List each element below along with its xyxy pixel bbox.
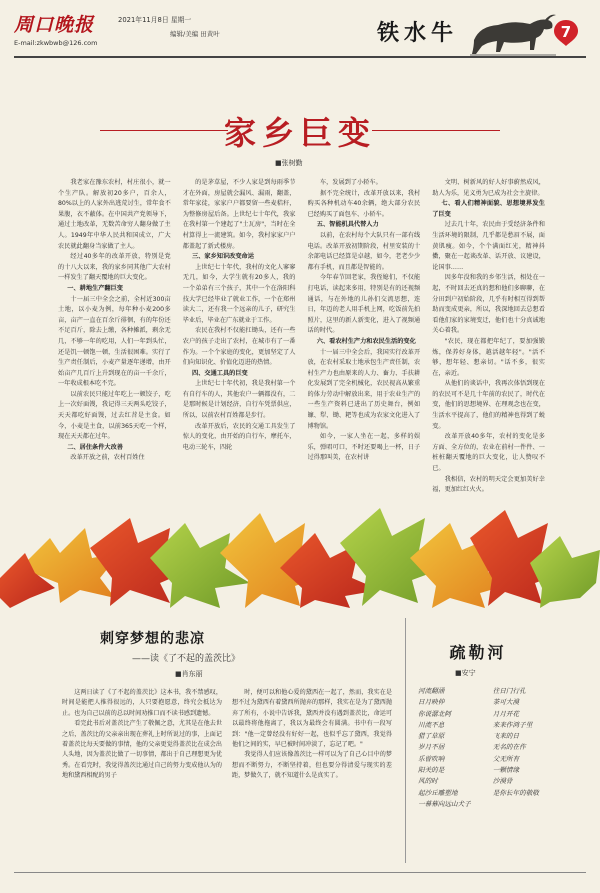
section-subheading: 一、耕地生产翻巨变 xyxy=(67,284,123,292)
header-rule xyxy=(14,56,586,58)
book-review-byline: ■肖东丽 xyxy=(175,670,203,678)
paragraph: 十一届三中全会之前，全村近300亩土地，以小麦为例，每年种小麦200多亩，亩产一直在百余斤徘徊，有的年份还不足百斤，除去上缴，各种摊派，剩余无几，不够一年的吃用，人们一年到头忙，还是饥一顿饱一顿，生活很困难。实行了生产责任制后，小麦产量逐年递增，由开始亩产几百斤上升到现在的亩一千余斤，一年收成根本吃不完。 xyxy=(58,295,171,388)
paragraph: 看完此书后对盖茨比产生了敬佩之意，尤其是在他去世之后，盖茨比的父亲亲出现在葬礼上时所说过的事，上面记着盖茨比每天要做的事情，他的父亲更觉得盖茨比在成会出人头地，因为盖茨比做了一切事情，都出于自己理想更为优秀。在看完时，我觉得盖茨比通过自己的努力变成他认为的地和黛西相配的男子 xyxy=(62,720,222,780)
paragraph: 我老家在豫东农村，村庄很小，就一个生产队。解放初20多户，百余人，80%以上的人家外出逃荒讨生，常年食不果腹，衣不蔽体。在中国共产党领导下，通过土地改革，无数苦命穷人翻身做了主人。1949年中华人民共和国成立，广大农民就此翻身当家做了主人。 xyxy=(58,179,171,250)
section-subheading: 七、看人们精神面貌、思想境界发生了巨变 xyxy=(432,200,545,218)
paragraph: 车，发展到了小轿车。 xyxy=(319,179,382,186)
newspaper-logo: 周口晚报 xyxy=(14,14,95,36)
issue-date: 2021年11月8日 星期一 xyxy=(118,16,192,24)
paragraph: 上世纪七十年代初，我是我村第一个有自行车的人，其他农户一辆都没有，二是那时候是计划经济，自行车凭票供应，所以，以前农村百姓都是步行。 xyxy=(182,380,296,420)
poem-line: 你说潺北阿 xyxy=(418,709,451,718)
page-number: 7 xyxy=(560,23,572,41)
page-number-badge xyxy=(552,18,580,46)
paragraph: 的是茅草屋，不少人家是到每雨季节才在外面，房屋就会漏风、漏雨，翻盖，常年家徒，家家户户都要留一些麦秸秆，为整修房屋后备。上世纪七十年代，我家在我村第一个建起了"土瓦房"，当时在全村算得上一流建筑。如今，我村家家户户都盖起了新式楼房。 xyxy=(182,179,296,250)
poem-line: 乐曾吹响 xyxy=(418,754,445,763)
footer-rule xyxy=(14,872,586,873)
paragraph: 以前，在农村每个大队只有一部有线电话。改革开放初期阶段，村里安装的十余部电话已经算是卓越，如今，老老少少都有手机，而且都是智能的。 xyxy=(307,231,421,271)
poem-line: 无名的在作 xyxy=(492,743,526,752)
poem-line: 起沙丘雕塑地 xyxy=(418,788,458,797)
paragraph: 时，便可以和他心爱的黛西在一起了，然而，我实在是想不过为黛西有着黛西所抛弃的那样，我实在是为了黛西抛弃了所有，小说中告诉我，黛西并没有遇到盖茨比，命运可以最终将他拖离了，我以为最终会有圆满。书中有一段写到："他一定曾经没有好好一起，也似乎忘了黛西，我觉得他们之间的实，早已被时间冲淡了，忘记了吧。" xyxy=(232,689,392,749)
paragraph: 经过40多年的改革开放，特别是党的十八大以来，我的家乡同其他广大农村一样发生了翻天覆地的巨大变化。 xyxy=(58,253,171,282)
book-review-body xyxy=(62,688,392,858)
email-address[interactable]: E-mail:zkwbwb@126.com xyxy=(14,39,98,47)
poem-line: 来来作鸿子里 xyxy=(492,720,533,729)
paragraph: 我相信，农村的明天定会更加美好幸福，更加红红火火。 xyxy=(432,475,545,494)
paragraph: 十一届三中全会后，我国实行改革开放，在农村采取土地承包生产责任制，农村生产力也由原来的人力、畜力、手扶耕化发展到了完全机械化，农民视高从繁重的体力劳动中解放出来，用于农业生产的一些生产资料已进出了历史舞台，例如镰、犁、锄、耙等也成为农家文化进入了博物馆。 xyxy=(307,348,421,430)
column-divider xyxy=(405,618,406,863)
main-headline: 家乡巨变 xyxy=(223,114,376,152)
section-subheading: 六、看农村生产力和农民生活的变化 xyxy=(316,337,416,345)
poem-line: 父无所有 xyxy=(492,754,520,763)
article-column xyxy=(232,688,392,858)
section-subheading: 三、家乡知识改变命运 xyxy=(192,253,254,261)
poem-line: 川流不息 xyxy=(418,720,445,729)
paragraph: 这两日读了《了不起的盖茨比》这本书，我不禁感叹，时间是能把人推得很远的，人只要抱愿意，终究会抵达为止。也为自己以前的总以时间劝推口而不读书感到遗憾。 xyxy=(62,689,222,717)
paragraph: 因多年没和我的乡邻生活，相处在一起，不时回去还真的想和他们多聊聊，在分田到户初始阶段，几乎有时相互得到帮助而变成更亲，所以，我深地回去总想看看他们家的家境变迁，他们也十分真诚地关心着我。 xyxy=(432,274,545,335)
poem-title: 疏勒河 xyxy=(449,643,507,662)
poem-line: 岁月不居 xyxy=(418,743,445,752)
poem-line: 往日门行孔 xyxy=(492,687,526,695)
paragraph: 上世纪七十年代，我村的文化人寥寥无几，如今，大学生就有20多人，我的一个弟弟有三个孩子，其中一个在洛阳科技大学已经毕业了就业工作，一个在郑州读大二，还有我一个远亲的儿子，研究生毕业后，毕业在广东就业于工作。 xyxy=(182,263,296,324)
paragraph: 我觉得人们应该像盖茨比一样可以为了自己心目中的梦想而不断努力，不断坚持着，但也要分得清爱与现实的差距，梦做久了，就不知道什么是真实了。 xyxy=(232,751,392,780)
article-column xyxy=(183,178,296,496)
paragraph: 如今，一家人坐在一起，多样的娱乐，弹唱可口，不时还要喝上一杯，日子过得那叫美，在农村讲 xyxy=(307,433,421,462)
book-review-title: 刺穿梦想的悲凉 xyxy=(100,631,205,647)
poem-line: 猎了草原 xyxy=(418,732,445,741)
poem-line: 茶可大漠 xyxy=(492,698,520,707)
section-subheading: 五、智能机具代替人力 xyxy=(316,221,379,229)
article-column xyxy=(308,178,421,496)
poem-line: 日月映伸 xyxy=(418,698,445,707)
poem-line: 风的时 xyxy=(418,777,438,786)
paragraph: 改革开放之前，农村百姓住 xyxy=(70,454,145,462)
main-byline: ■张树勤 xyxy=(275,159,303,167)
article-column xyxy=(58,178,171,496)
poem-line: 飞来的日 xyxy=(492,732,520,741)
paragraph: 今年春节回老家，我侄媳们，不仅能打电话，读起来多用，特别是有的还视频通话，与在外地的儿孙们交流思想，连日，年迈的老人用手机上网，吃饭前先拍照片，这里的新人新变化，进入了视频通话的时代。 xyxy=(307,274,421,335)
poem-line: 一颗情缘 xyxy=(492,766,520,775)
editor-credit: 编辑/美编 田黄叶 xyxy=(170,30,220,38)
paragraph: 过去几十年，农民由于受经济条件和生活环境的限制，几乎都是愁眉不展，面黄肌瘦。如今，个个满面红光，精神抖擞，聚在一起谈改革、话开放、议建设，论国事…… xyxy=(432,221,545,271)
poem-byline: ■安宁 xyxy=(455,669,476,677)
poem-line: 月月开花 xyxy=(492,709,520,718)
poem-column xyxy=(493,686,539,810)
paragraph: "农民，现在都把年纪了，要加强锻炼，保养好身体，越活越年轻"。"活不够，想年轻、想亲切。"话不多，很实在，亲近。 xyxy=(432,337,545,377)
book-review-subtitle: ——读《了不起的盖茨比》 xyxy=(132,654,241,664)
section-subheading: 四、交通工具的巨变 xyxy=(192,369,248,377)
main-article-body xyxy=(58,178,545,496)
section-title: 铁水牛 xyxy=(377,20,459,46)
paragraph: 以前农民只能过年吃上一顿饺子，吃上一次好面馒，我记得三天两头吃饺子，天天都吃好面馒，过去红苕是主食。如今，小麦是主食，以前365天吃一个样，现在天天都在过年。 xyxy=(58,390,171,441)
poem-line: 一幕幕向远山犬子 xyxy=(418,799,471,808)
article-column xyxy=(62,688,222,858)
autumn-leaves-illustration xyxy=(0,498,600,610)
paragraph: 农民在我村不仅能扛锄头，还有一些农户的孩子走出了农村，在城市有了一番作为。一个个家庭的变化，更加坚定了人们向知识化、价值化迈进的热情。 xyxy=(182,327,296,367)
paragraph: 据不完全统计，改革开放以来，我村购买各种机动车40余辆，绝大部分农民已经购买了面包车、小轿车。 xyxy=(307,189,421,218)
bull-sculpture-icon xyxy=(470,10,556,56)
paragraph: 改革开放40多年，农村的变化是多方面、全方位的，农业在前村一件件、一桩桩翻天覆地的巨大变化，让人赞叹不已。 xyxy=(432,433,545,473)
paragraph: 从他们的谈话中，我再次体悟到现在的农民可不是几十年前的农民了，时代在变，他们的思想境界、在理观念也在变，生活水平提高了，他们的精神也得到了蜕变。 xyxy=(432,380,545,430)
poem-line: 阳关的是 xyxy=(418,766,445,775)
poem-line: 是你长年的敬敬 xyxy=(492,788,539,797)
poem-line: 河流翻涌 xyxy=(418,687,445,695)
section-subheading: 二、居住条件大改善 xyxy=(67,443,123,451)
article-column xyxy=(432,178,545,496)
poem-column xyxy=(418,686,471,810)
poem-body xyxy=(418,686,548,810)
paragraph: 改革开放后，农民的交通工具发生了惊人的变化，由开始的自行车，摩托车，电动三轮车，四轮 xyxy=(182,422,296,451)
paragraph: 文明、树新风的好人好事蔚然成风，助人为乐，见义勇为已成为社会主旋律。 xyxy=(432,179,545,197)
poem-line: 沙漠骨 xyxy=(492,777,513,786)
